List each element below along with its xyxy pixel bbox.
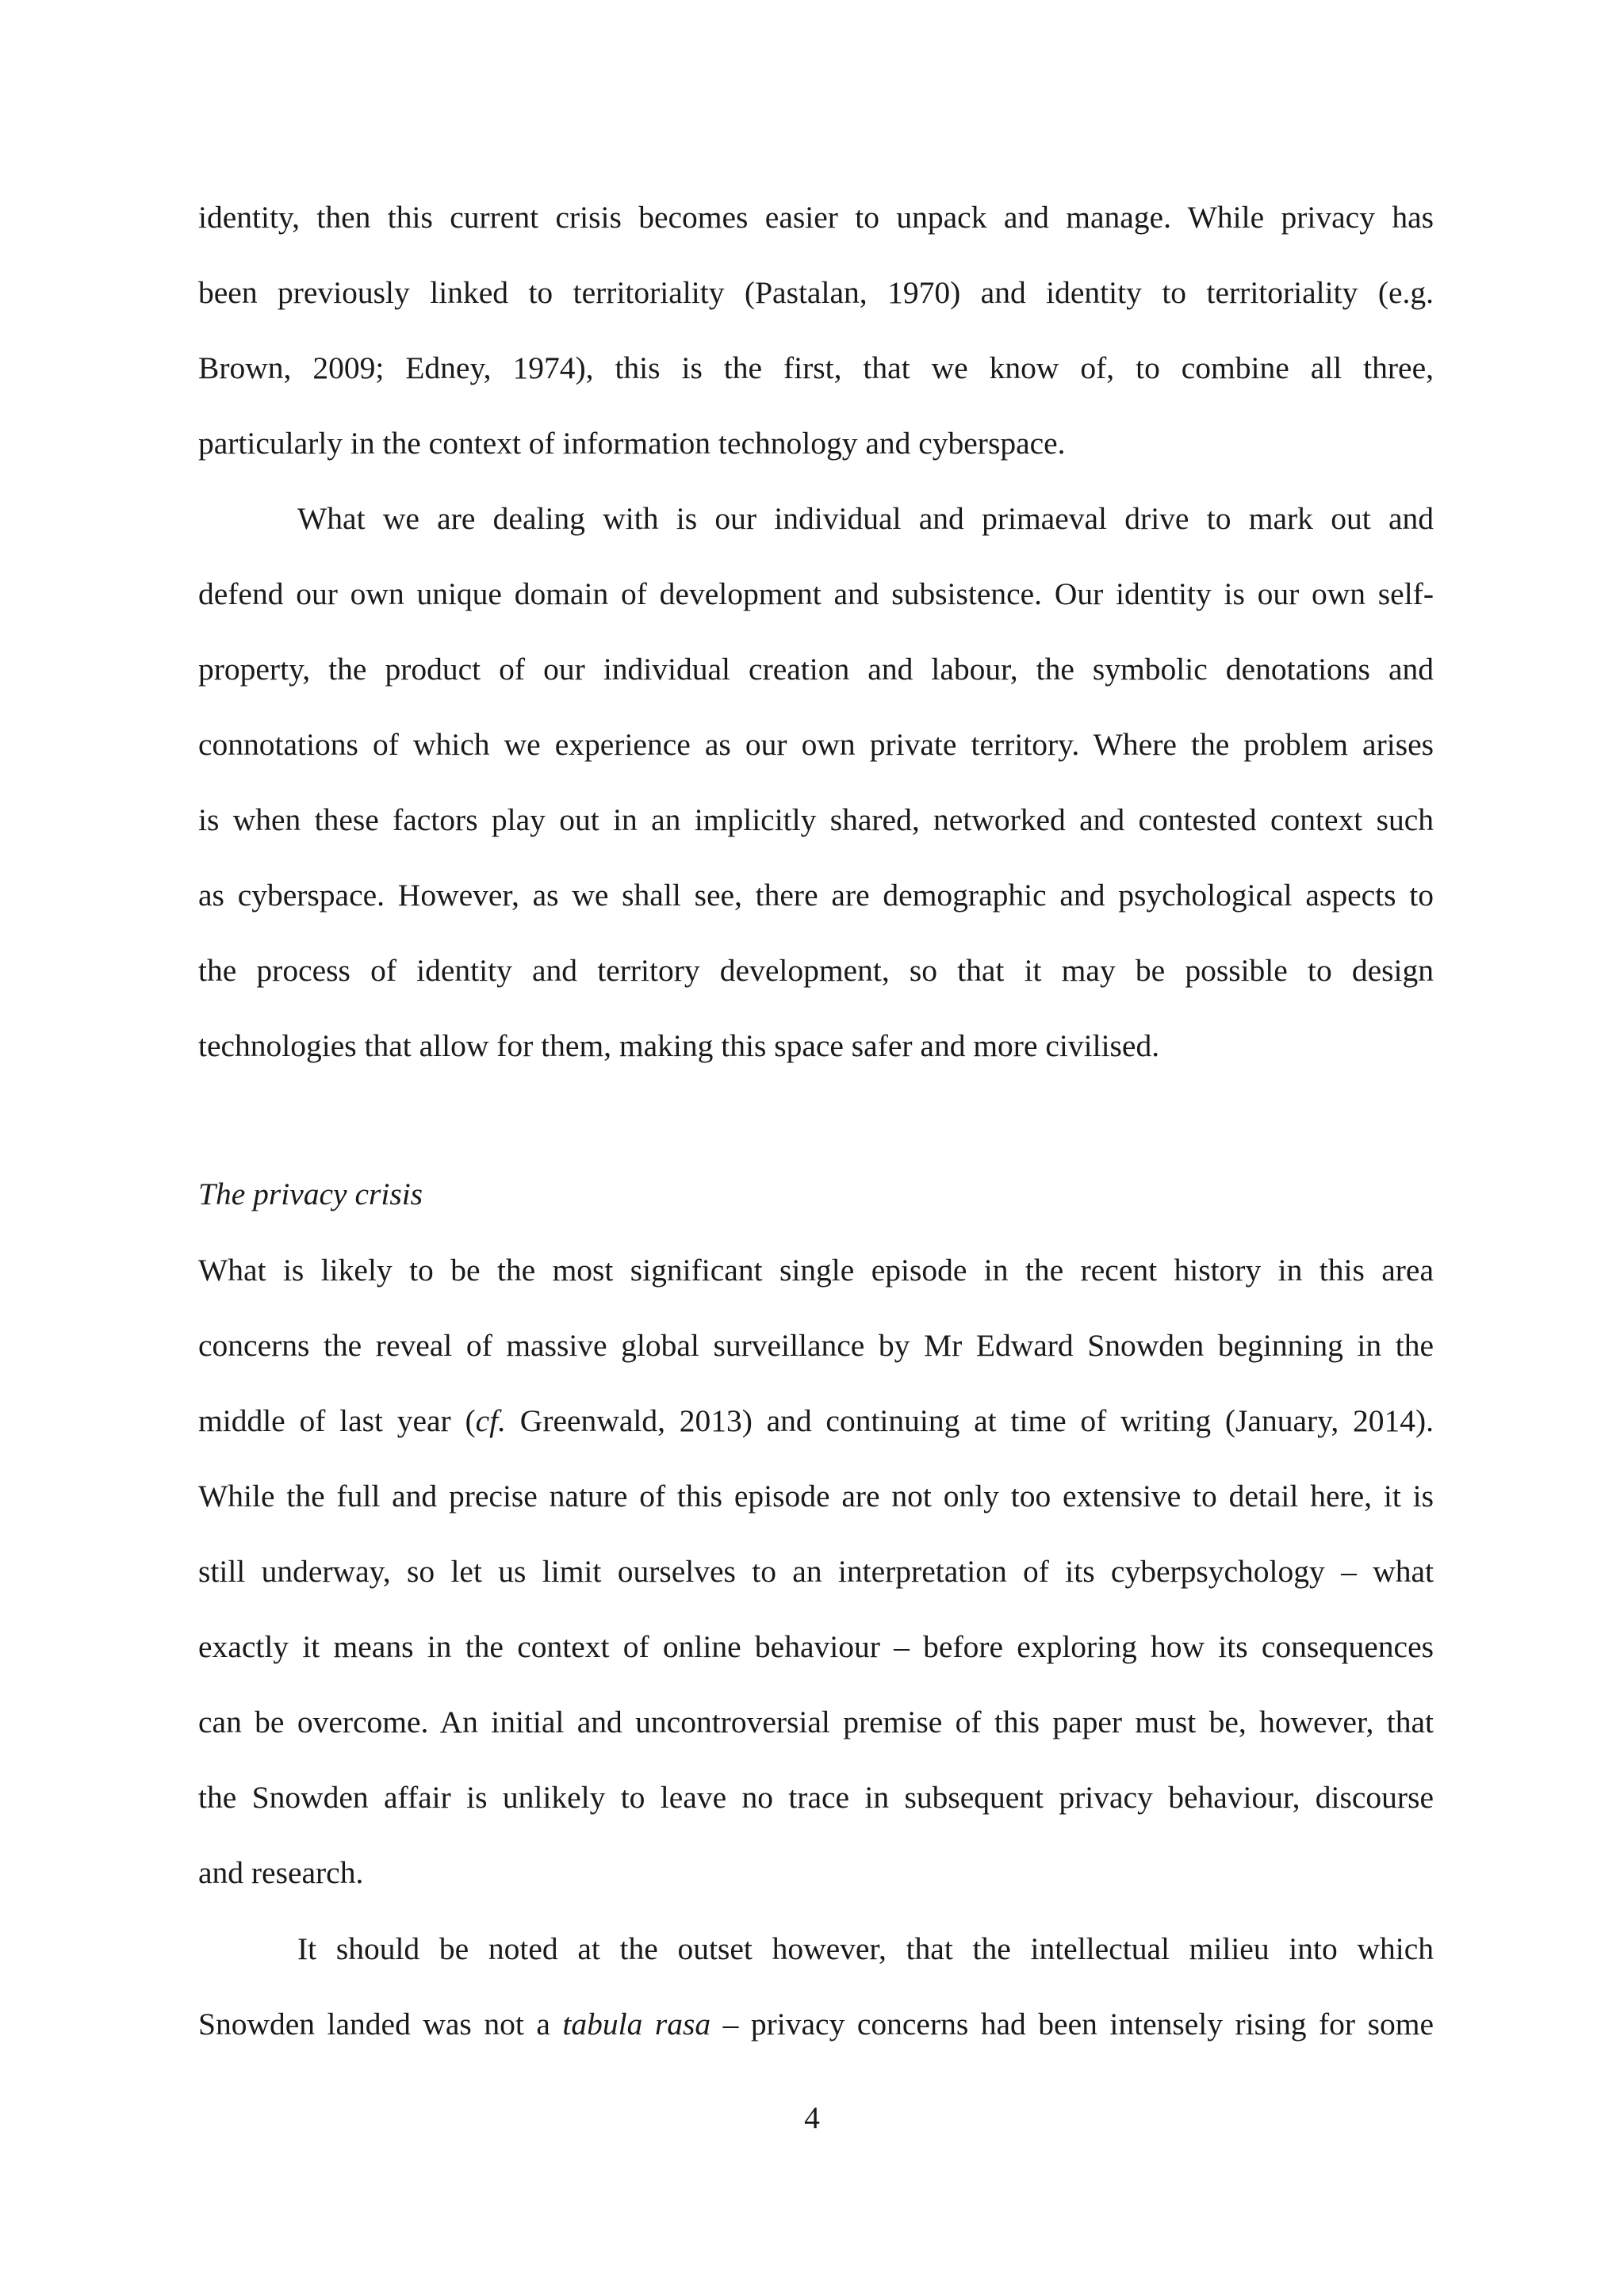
text-line: is when these factors play out in an implicitly shared, networked and contested context such bbox=[198, 802, 1434, 837]
text-line: technologies that allow for them, making this space safer and more civilised. bbox=[198, 1028, 1160, 1063]
text-line: exactly it means in the context of online behaviour – before exploring how its consequences bbox=[198, 1629, 1434, 1664]
text-line: While the full and precise nature of this episode are not only too extensive to detail here, it is bbox=[198, 1479, 1434, 1513]
text-line: particularly in the context of information technology and cyberspace. bbox=[198, 426, 1066, 461]
section-heading: The privacy crisis bbox=[198, 1177, 423, 1211]
italic-term: tabula rasa bbox=[562, 2007, 711, 2042]
text-line: concerns the reveal of massive global surveillance by Mr Edward Snowden beginning in the bbox=[198, 1328, 1434, 1363]
paragraph-snowden-episode bbox=[198, 1249, 1434, 1927]
text-line bbox=[198, 2003, 1434, 2079]
text-line: the Snowden affair is unlikely to leave no trace in subsequent privacy behaviour, discourse bbox=[198, 1780, 1434, 1815]
text-line bbox=[198, 1400, 1434, 1475]
italic-term: cf. bbox=[475, 1403, 507, 1438]
text-segment: Greenwald, 2013) and continuing at time of writing (January, 2014). bbox=[506, 1403, 1434, 1438]
text-segment: middle of last year ( bbox=[198, 1403, 476, 1438]
paragraph-identity-crisis bbox=[198, 197, 1434, 498]
text-segment: Snowden landed was not a bbox=[198, 2007, 563, 2042]
text-line: connotations of which we experience as our own private territory. Where the problem arises bbox=[198, 727, 1434, 762]
paragraph-primaeval-drive bbox=[198, 498, 1434, 1100]
text-line: Brown, 2009; Edney, 1974), this is the first, that we know of, to combine all three, bbox=[198, 350, 1434, 385]
text-line: and research. bbox=[198, 1855, 364, 1890]
text-line: It should be noted at the outset however, that the intellectual milieu into which bbox=[297, 1931, 1434, 1966]
text-line: the process of identity and territory development, so that it may be possible to design bbox=[198, 953, 1434, 988]
text-line: defend our own unique domain of development and subsistence. Our identity is our own self- bbox=[198, 576, 1434, 611]
text-line: been previously linked to territoriality (Pastalan, 1970) and identity to territoriality (e.g. bbox=[198, 275, 1434, 310]
paragraph-intellectual-milieu bbox=[198, 1928, 1434, 2079]
text-segment: – privacy concerns had been intensely rising for some bbox=[710, 2007, 1434, 2042]
text-line: property, the product of our individual creation and labour, the symbolic denotations and bbox=[198, 652, 1434, 687]
page-number: 4 bbox=[804, 2100, 820, 2135]
text-line: What is likely to be the most significant single episode in the recent history in this area bbox=[198, 1253, 1434, 1288]
text-line: What we are dealing with is our individual and primaeval drive to mark out and bbox=[297, 501, 1434, 536]
text-line: still underway, so let us limit ourselves to an interpretation of its cyberpsychology – what bbox=[198, 1554, 1434, 1589]
text-line: as cyberspace. However, as we shall see, there are demographic and psychological aspects to bbox=[198, 878, 1434, 913]
text-line: identity, then this current crisis becomes easier to unpack and manage. While privacy has bbox=[198, 200, 1434, 235]
text-line: can be overcome. An initial and uncontroversial premise of this paper must be, however, that bbox=[198, 1705, 1434, 1739]
